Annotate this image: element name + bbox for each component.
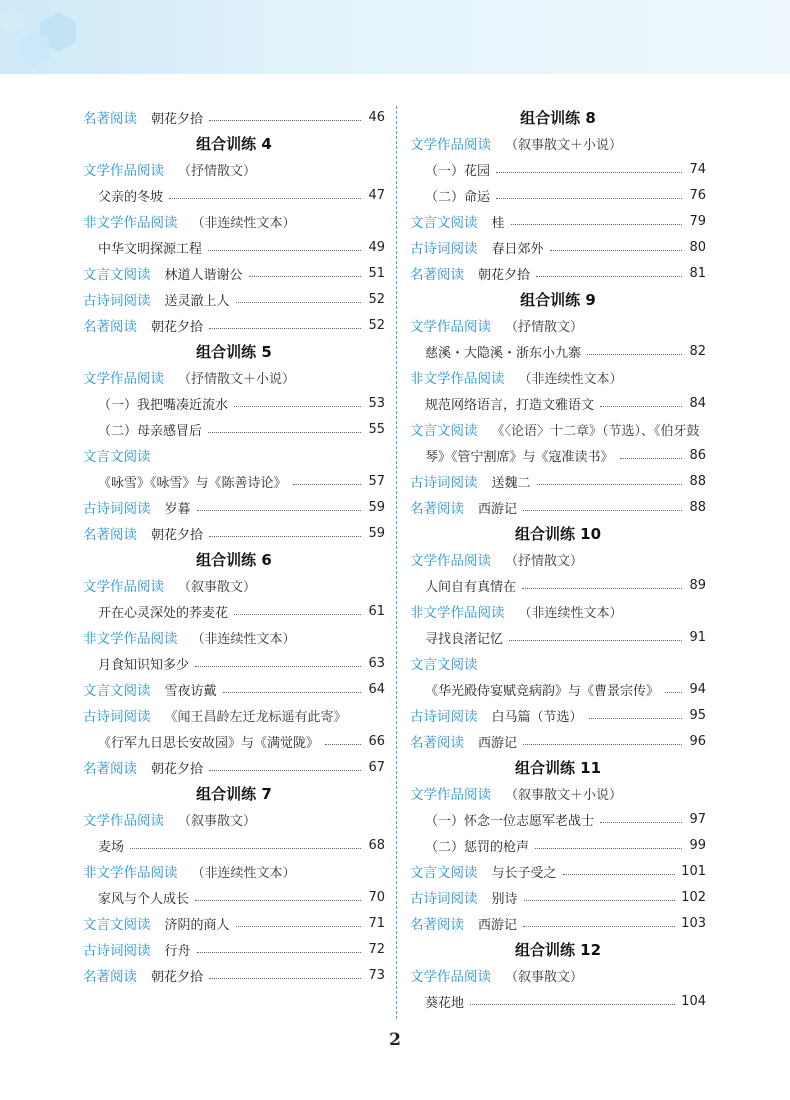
toc-row[interactable] bbox=[83, 494, 385, 520]
toc-row[interactable] bbox=[410, 650, 706, 676]
entry-title: 父亲的冬坡 bbox=[98, 189, 164, 205]
dot-leader bbox=[249, 276, 361, 277]
dot-leader bbox=[293, 484, 361, 485]
category-label: 古诗词阅读 bbox=[410, 475, 478, 491]
page-ref: 84 bbox=[689, 395, 706, 411]
entry-title: 朝花夕拾 bbox=[151, 111, 204, 127]
toc-row[interactable] bbox=[410, 988, 706, 1014]
category-label: 非文学作品阅读 bbox=[410, 371, 505, 387]
entry-title: （一）花园 bbox=[425, 163, 491, 179]
dot-leader bbox=[209, 120, 361, 121]
category-label: 文学作品阅读 bbox=[83, 371, 164, 387]
entry-title: （非连续性文本） bbox=[191, 865, 296, 881]
entry-title: （二）命运 bbox=[425, 189, 491, 205]
category-label: 名著阅读 bbox=[83, 761, 137, 777]
category-label: 古诗词阅读 bbox=[83, 293, 151, 309]
category-label: 文学作品阅读 bbox=[410, 969, 491, 985]
entry-title: （二）惩罚的枪声 bbox=[425, 839, 530, 855]
category-label: 文言文阅读 bbox=[83, 683, 151, 699]
entry-title: 慈溪・大隐溪・浙东小九寨 bbox=[425, 345, 582, 361]
toc-row[interactable] bbox=[83, 936, 385, 962]
page-ref: 53 bbox=[368, 395, 385, 411]
category-label: 文学作品阅读 bbox=[83, 813, 164, 829]
entry-title: 寻找良渚记忆 bbox=[425, 631, 504, 647]
dot-leader bbox=[209, 536, 361, 537]
group-heading: 组合训练 5 bbox=[196, 342, 272, 361]
dot-leader bbox=[563, 874, 676, 875]
hexagon-decoration-icon bbox=[0, 0, 110, 74]
page-ref: 51 bbox=[368, 265, 385, 281]
dot-leader bbox=[511, 224, 682, 225]
category-label: 文学作品阅读 bbox=[410, 553, 491, 569]
category-label: 名著阅读 bbox=[83, 969, 137, 985]
entry-title: 白马篇（节选） bbox=[491, 709, 583, 725]
group-heading: 组合训练 9 bbox=[520, 290, 596, 309]
category-label: 文学作品阅读 bbox=[410, 319, 491, 335]
entry-title: 麦场 bbox=[98, 839, 125, 855]
entry-title: 《闻王昌龄左迁龙标遥有此寄》 bbox=[164, 709, 347, 725]
toc-row[interactable] bbox=[83, 260, 385, 286]
page-ref: 81 bbox=[689, 265, 706, 281]
entry-title: 《华光殿侍宴赋竞病韵》与《曹景宗传》 bbox=[425, 683, 660, 699]
dot-leader bbox=[523, 926, 675, 927]
entry-title: 春日郊外 bbox=[491, 241, 544, 257]
toc-row[interactable] bbox=[410, 260, 706, 286]
page-ref: 61 bbox=[368, 603, 385, 619]
entry-title: 送魏二 bbox=[491, 475, 531, 491]
category-label: 文学作品阅读 bbox=[410, 787, 491, 803]
page-ref: 82 bbox=[689, 343, 706, 359]
toc-row[interactable] bbox=[410, 598, 706, 624]
toc-row[interactable] bbox=[410, 338, 706, 364]
column-divider bbox=[396, 106, 397, 1019]
dot-leader bbox=[234, 406, 361, 407]
page-ref: 57 bbox=[368, 473, 385, 489]
dot-leader bbox=[523, 510, 682, 511]
dot-leader bbox=[223, 692, 361, 693]
category-label: 古诗词阅读 bbox=[410, 709, 478, 725]
entry-title: （抒情散文） bbox=[505, 319, 584, 335]
toc-row[interactable] bbox=[410, 182, 706, 208]
entry-title: （二）母亲感冒后 bbox=[98, 423, 203, 439]
category-label: 古诗词阅读 bbox=[410, 241, 478, 257]
toc-row[interactable] bbox=[410, 416, 706, 442]
category-label: 文言文阅读 bbox=[410, 657, 478, 673]
toc-row[interactable] bbox=[83, 520, 385, 546]
toc-row[interactable] bbox=[83, 962, 385, 988]
category-label: 名著阅读 bbox=[83, 319, 137, 335]
page-ref: 59 bbox=[368, 525, 385, 541]
toc-row[interactable] bbox=[83, 390, 385, 416]
entry-title: 济阴的商人 bbox=[164, 917, 230, 933]
toc-row[interactable] bbox=[83, 702, 385, 728]
entry-title: 西游记 bbox=[478, 735, 518, 751]
toc-row[interactable] bbox=[83, 416, 385, 442]
entry-title: （非连续性文本） bbox=[191, 215, 296, 231]
toc-row[interactable] bbox=[410, 442, 706, 468]
toc-row[interactable] bbox=[83, 572, 385, 598]
page-ref: 99 bbox=[689, 837, 706, 853]
entry-title: 《咏雪》《咏雪》与《陈善诗论》 bbox=[98, 475, 287, 491]
dot-leader bbox=[209, 770, 361, 771]
toc-row[interactable] bbox=[83, 884, 385, 910]
dot-leader bbox=[496, 198, 682, 199]
group-heading: 组合训练 4 bbox=[196, 134, 272, 153]
dot-leader bbox=[550, 250, 682, 251]
entry-title: 桂 bbox=[491, 215, 505, 231]
dot-leader bbox=[496, 172, 682, 173]
category-label: 非文学作品阅读 bbox=[83, 215, 178, 231]
category-label: 非文学作品阅读 bbox=[83, 631, 178, 647]
category-label: 文言文阅读 bbox=[83, 449, 151, 465]
toc-row[interactable] bbox=[410, 910, 706, 936]
dot-leader bbox=[509, 640, 682, 641]
group-heading: 组合训练 7 bbox=[196, 784, 272, 803]
group-heading: 组合训练 10 bbox=[514, 524, 602, 543]
entry-title: 送灵澈上人 bbox=[164, 293, 230, 309]
category-label: 文言文阅读 bbox=[410, 215, 478, 231]
dot-leader bbox=[195, 666, 361, 667]
dot-leader bbox=[620, 458, 682, 459]
page-ref: 63 bbox=[368, 655, 385, 671]
page-ref: 66 bbox=[368, 733, 385, 749]
dot-leader bbox=[209, 978, 361, 979]
dot-leader bbox=[197, 510, 361, 511]
entry-title: （叙事散文） bbox=[505, 969, 584, 985]
page-ref: 88 bbox=[689, 473, 706, 489]
toc-row[interactable] bbox=[410, 494, 706, 520]
page-ref: 79 bbox=[689, 213, 706, 229]
category-label: 文学作品阅读 bbox=[83, 163, 164, 179]
page-ref: 80 bbox=[689, 239, 706, 255]
toc-row[interactable] bbox=[410, 806, 706, 832]
entry-title: 葵花地 bbox=[425, 995, 465, 1011]
page-ref: 102 bbox=[681, 889, 706, 905]
dot-leader bbox=[600, 822, 682, 823]
page-number: 2 bbox=[389, 1030, 401, 1050]
dot-leader bbox=[234, 614, 361, 615]
category-label: 文言文阅读 bbox=[83, 267, 151, 283]
entry-title: （非连续性文本） bbox=[518, 605, 623, 621]
page-ref: 101 bbox=[681, 863, 706, 879]
toc-row[interactable] bbox=[410, 234, 706, 260]
page-ref: 64 bbox=[368, 681, 385, 697]
page-ref: 74 bbox=[689, 161, 706, 177]
entry-title: 岁暮 bbox=[164, 501, 191, 517]
page-ref: 103 bbox=[681, 915, 706, 931]
dot-leader bbox=[208, 250, 361, 251]
entry-title: 西游记 bbox=[478, 501, 518, 517]
category-label: 非文学作品阅读 bbox=[410, 605, 505, 621]
dot-leader bbox=[522, 588, 682, 589]
category-label: 古诗词阅读 bbox=[83, 501, 151, 517]
toc-left-column bbox=[83, 104, 385, 988]
entry-title: 林道人谐谢公 bbox=[164, 267, 243, 283]
category-label: 名著阅读 bbox=[410, 267, 464, 283]
toc-row[interactable] bbox=[410, 962, 706, 988]
dot-leader bbox=[325, 744, 361, 745]
page-ref: 49 bbox=[368, 239, 385, 255]
toc-row[interactable] bbox=[83, 208, 385, 234]
entry-title: （抒情散文＋小说） bbox=[178, 371, 296, 387]
toc-row[interactable] bbox=[410, 676, 706, 702]
category-label: 非文学作品阅读 bbox=[83, 865, 178, 881]
entry-title: 朝花夕拾 bbox=[151, 319, 204, 335]
entry-title: 朝花夕拾 bbox=[151, 761, 204, 777]
dot-leader bbox=[130, 848, 361, 849]
entry-title: （叙事散文） bbox=[178, 579, 257, 595]
dot-leader bbox=[195, 900, 361, 901]
dot-leader bbox=[600, 406, 682, 407]
category-label: 古诗词阅读 bbox=[410, 891, 478, 907]
entry-title: 朝花夕拾 bbox=[151, 527, 204, 543]
page-ref: 55 bbox=[368, 421, 385, 437]
entry-title: 琴》《管宁割席》与《寇准读书》 bbox=[425, 449, 614, 465]
toc-right-column bbox=[410, 104, 706, 1014]
entry-title: 《〈论语〉十二章》（节选）、《伯牙鼓 bbox=[491, 423, 700, 439]
toc-row[interactable] bbox=[410, 884, 706, 910]
dot-leader bbox=[523, 744, 682, 745]
toc-row[interactable] bbox=[83, 598, 385, 624]
page-ref: 89 bbox=[689, 577, 706, 593]
page-ref: 104 bbox=[681, 993, 706, 1009]
entry-title: （叙事散文＋小说） bbox=[505, 137, 623, 153]
toc-row[interactable] bbox=[410, 390, 706, 416]
page-ref: 95 bbox=[689, 707, 706, 723]
category-label: 古诗词阅读 bbox=[83, 943, 151, 959]
category-label: 文言文阅读 bbox=[410, 865, 478, 881]
entry-title: 中华文明探源工程 bbox=[98, 241, 203, 257]
entry-title: 月食知识知多少 bbox=[98, 657, 190, 673]
toc-row[interactable] bbox=[83, 754, 385, 780]
page-ref: 46 bbox=[368, 109, 385, 125]
toc-row[interactable] bbox=[83, 442, 385, 468]
toc-row[interactable] bbox=[410, 130, 706, 156]
toc-row[interactable] bbox=[83, 234, 385, 260]
entry-title: （抒情散文） bbox=[178, 163, 257, 179]
toc-row[interactable] bbox=[410, 728, 706, 754]
toc-row[interactable] bbox=[410, 858, 706, 884]
page-ref: 70 bbox=[368, 889, 385, 905]
toc-row[interactable] bbox=[410, 156, 706, 182]
toc-row[interactable] bbox=[83, 286, 385, 312]
toc-row[interactable] bbox=[83, 156, 385, 182]
entry-title: （叙事散文） bbox=[178, 813, 257, 829]
category-label: 名著阅读 bbox=[83, 527, 137, 543]
category-label: 名著阅读 bbox=[410, 917, 464, 933]
dot-leader bbox=[665, 692, 682, 693]
toc-row[interactable] bbox=[410, 572, 706, 598]
group-heading: 组合训练 6 bbox=[196, 550, 272, 569]
dot-leader bbox=[236, 926, 361, 927]
entry-title: 朝花夕拾 bbox=[478, 267, 531, 283]
dot-leader bbox=[209, 328, 361, 329]
page-ref: 97 bbox=[689, 811, 706, 827]
entry-title: 人间自有真情在 bbox=[425, 579, 517, 595]
category-label: 文言文阅读 bbox=[83, 917, 151, 933]
dot-leader bbox=[536, 276, 682, 277]
entry-title: 开在心灵深处的荞麦花 bbox=[98, 605, 229, 621]
toc-row[interactable] bbox=[410, 832, 706, 858]
dot-leader bbox=[524, 900, 676, 901]
toc-row[interactable] bbox=[410, 208, 706, 234]
group-heading: 组合训练 12 bbox=[514, 940, 602, 959]
page-ref: 47 bbox=[368, 187, 385, 203]
entry-title: （一）我把嘴凑近流水 bbox=[98, 397, 229, 413]
page-ref: 72 bbox=[368, 941, 385, 957]
toc-row[interactable] bbox=[83, 312, 385, 338]
category-label: 文学作品阅读 bbox=[83, 579, 164, 595]
toc-row[interactable] bbox=[83, 858, 385, 884]
group-heading: 组合训练 8 bbox=[520, 108, 596, 127]
toc-row[interactable] bbox=[83, 468, 385, 494]
page-ref: 67 bbox=[368, 759, 385, 775]
page-ref: 94 bbox=[689, 681, 706, 697]
page-ref: 71 bbox=[368, 915, 385, 931]
entry-title: （非连续性文本） bbox=[191, 631, 296, 647]
dot-leader bbox=[208, 432, 361, 433]
toc-row[interactable] bbox=[410, 780, 706, 806]
entry-title: 《行军九日思长安故园》与《满觉陇》 bbox=[98, 735, 320, 751]
toc-row[interactable] bbox=[83, 364, 385, 390]
group-heading: 组合训练 11 bbox=[514, 758, 602, 777]
toc-row[interactable] bbox=[83, 806, 385, 832]
dot-leader bbox=[535, 848, 682, 849]
toc-row[interactable] bbox=[83, 910, 385, 936]
entry-title: 行舟 bbox=[164, 943, 191, 959]
entry-title: 与长子受之 bbox=[491, 865, 557, 881]
page-ref: 68 bbox=[368, 837, 385, 853]
category-label: 名著阅读 bbox=[83, 111, 137, 127]
toc-row[interactable] bbox=[410, 624, 706, 650]
page-ref: 96 bbox=[689, 733, 706, 749]
entry-title: （抒情散文） bbox=[505, 553, 584, 569]
dot-leader bbox=[537, 484, 682, 485]
toc-row[interactable] bbox=[410, 468, 706, 494]
toc-row[interactable] bbox=[83, 182, 385, 208]
page-ref: 52 bbox=[368, 291, 385, 307]
entry-title: 别诗 bbox=[491, 891, 518, 907]
toc-row[interactable] bbox=[83, 676, 385, 702]
toc-row[interactable] bbox=[83, 624, 385, 650]
category-label: 文言文阅读 bbox=[410, 423, 478, 439]
dot-leader bbox=[197, 952, 361, 953]
toc-row[interactable] bbox=[410, 312, 706, 338]
toc-row[interactable] bbox=[83, 728, 385, 754]
page-ref: 76 bbox=[689, 187, 706, 203]
toc-row[interactable] bbox=[410, 546, 706, 572]
dot-leader bbox=[236, 302, 361, 303]
page-ref: 59 bbox=[368, 499, 385, 515]
category-label: 文学作品阅读 bbox=[410, 137, 491, 153]
entry-title: 规范网络语言，打造文雅语文 bbox=[425, 397, 595, 413]
category-label: 名著阅读 bbox=[410, 501, 464, 517]
dot-leader bbox=[169, 198, 361, 199]
page-ref: 86 bbox=[689, 447, 706, 463]
page-ref: 91 bbox=[689, 629, 706, 645]
entry-title: 家风与个人成长 bbox=[98, 891, 190, 907]
dot-leader bbox=[470, 1004, 675, 1005]
entry-title: （叙事散文＋小说） bbox=[505, 787, 623, 803]
page-ref: 73 bbox=[368, 967, 385, 983]
dot-leader bbox=[589, 718, 682, 719]
category-label: 名著阅读 bbox=[410, 735, 464, 751]
entry-title: 西游记 bbox=[478, 917, 518, 933]
toc-row[interactable] bbox=[410, 702, 706, 728]
dot-leader bbox=[587, 354, 682, 355]
toc-row[interactable] bbox=[83, 832, 385, 858]
toc-row[interactable] bbox=[410, 364, 706, 390]
toc-row[interactable] bbox=[83, 104, 385, 130]
entry-title: （一）怀念一位志愿军老战士 bbox=[425, 813, 595, 829]
page-ref: 88 bbox=[689, 499, 706, 515]
category-label: 古诗词阅读 bbox=[83, 709, 151, 725]
page-ref: 52 bbox=[368, 317, 385, 333]
entry-title: （非连续性文本） bbox=[518, 371, 623, 387]
entry-title: 朝花夕拾 bbox=[151, 969, 204, 985]
header-band bbox=[0, 0, 790, 74]
entry-title: 雪夜访戴 bbox=[164, 683, 217, 699]
toc-row[interactable] bbox=[83, 650, 385, 676]
